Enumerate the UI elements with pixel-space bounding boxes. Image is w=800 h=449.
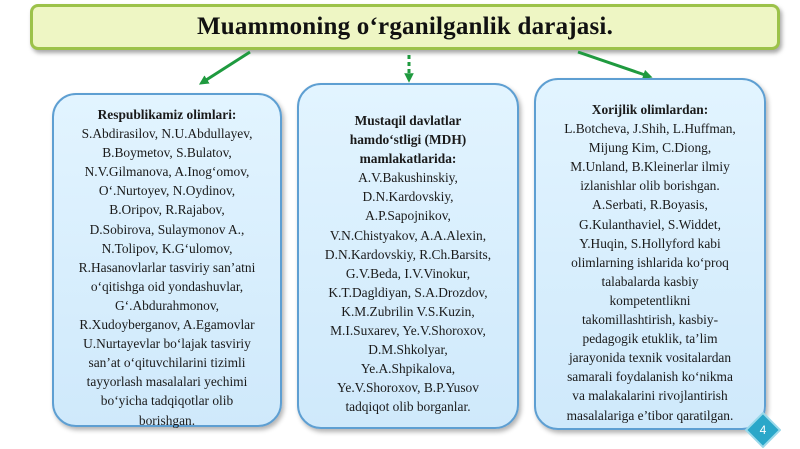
card-line: Ye.A.Shpikalova, [360,361,456,377]
card-line: N.Tolipov, K.G‘ulomov, [101,240,233,256]
card-line: L.Botcheva, J.Shih, L.Huffman, [564,121,736,137]
card-line: olimlarning ishlarida ko‘proq [571,254,729,270]
card-line: bo‘yicha tadqiqotlar olib [100,393,234,409]
card-heading-line: mamlakatlarida: [359,151,457,167]
card-line: Mijung Kim, C.Diong, [588,140,712,156]
card-foreign-scholars [534,78,766,430]
card-line: tadqiqot olib borganlar. [345,399,471,415]
card-line: A.Serbati, R.Boyasis, [592,197,708,213]
card-line: N.V.Gilmanova, A.Inog‘omov, [84,164,250,180]
card-line: U.Nurtayevlar bo‘lajak tasviriy [83,336,251,352]
card-line: san’at o‘qituvchilarini tizimli [88,355,246,371]
card-line: G.V.Beda, I.V.Vinokur, [345,265,471,281]
card-line: G‘.Abdurahmonov, [114,297,219,313]
card-line: Y.Huqin, S.Hollyford kabi [579,235,721,251]
card-line: o‘qitishga oid yondashuvlar, [90,278,244,294]
card-heading: Xorijlik olimlardan: [591,102,709,117]
arrow-left [203,52,250,82]
card-heading-line: Mustaqil davlatlar [354,113,462,128]
card-line: M.Unland, B.Kleinerlar ilmiy [570,159,730,175]
card-line: jarayonida texnik vositalardan [568,350,732,366]
card-line: R.Xudoyberganov, A.Egamovlar [79,317,255,333]
card-line: B.Oripov, R.Rajabov, [109,202,225,218]
card-line: va malakalarini rivojlantirish [572,388,728,404]
card-line: O‘.Nurtoyev, N.Oydinov, [98,183,236,199]
card-line: B.Boymetov, S.Bulatov, [102,145,232,161]
card-line: A.P.Sapojnikov, [365,208,451,224]
card-heading [303,111,513,168]
card-heading-line: hamdo‘stligi (MDH) [349,132,467,148]
card-line: M.I.Suxarev, Ye.V.Shoroxov, [330,323,486,339]
card-line: Ye.V.Shoroxov, B.P.Yusov [337,380,479,396]
card-republic-scholars [52,93,282,427]
card-line: D.Sobirova, Sulaymonov A., [89,221,245,237]
card-line: pedagogik etuklik, ta’lim [582,331,718,347]
card-line: D.M.Shkolyar, [368,342,448,358]
card-line: R.Hasanovlarlar tasviriy san’atni [78,259,256,275]
page-title: Muammoning o‘rganilganlik darajasi. [196,13,614,40]
card-line: kompetentlikni [609,292,691,308]
card-cis-scholars [297,83,519,429]
card-line: izlanishlar olib borishgan. [580,178,720,194]
page-number: 4 [759,423,767,437]
card-line: D.N.Kardovskiy, [362,189,454,205]
card-line: talabalarda kasbiy [601,273,699,289]
card-line: S.Abdirasilov, N.U.Abdullayev, [81,126,253,142]
card-line: A.V.Bakushinskiy, [358,170,458,186]
card-line: takomillashtirish, kasbiy- [581,312,719,328]
arrow-right [578,52,648,76]
card-line: masalalariga e’tibor qaratilgan. [566,407,734,423]
card-line: D.N.Kardovskiy, R.Ch.Barsits, [324,246,492,262]
card-heading: Respublikamiz olimlari: [97,107,237,122]
card-line: borishgan. [138,412,196,428]
card-line: samarali foydalanish ko‘nikma [567,369,733,385]
card-line: V.N.Chistyakov, A.A.Alexin, [329,227,487,243]
card-line: K.M.Zubrilin V.S.Kuzin, [341,303,475,319]
card-line: K.T.Dagldiyan, S.A.Drozdov, [328,284,488,300]
card-line: G.Kulanthaviel, S.Widdet, [579,216,721,232]
card-line: tayyorlash masalalari yechimi [86,374,248,390]
